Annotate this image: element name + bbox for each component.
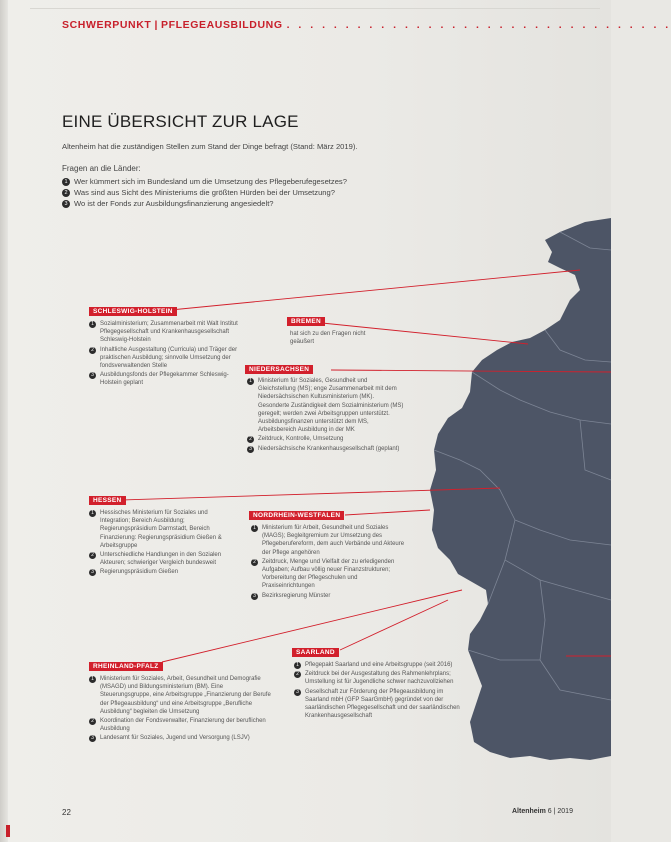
leader-line-nrw <box>345 510 430 515</box>
region-label-hessen: HESSEN <box>89 496 126 505</box>
answer-text: Inhaltliche Ausgestaltung (Curricula) und Träger der praktischen Ausbildung; sinnvolle Umsetzung der fondsverwaltenden Stelle <box>100 346 238 370</box>
region-item <box>89 675 274 716</box>
answer-number: 1 <box>294 662 301 669</box>
answer-text: Ministerium für Arbeit, Gesundheit und Soziales (MAGS); Begleitgremium zur Umsetzung des Pflegeberufereform, dem auch Verbände und Akteure der Pflege angehören <box>262 525 405 556</box>
page-title: EINE ÜBERSICHT ZUR LAGE <box>62 112 299 131</box>
answer-number: 1 <box>89 321 96 328</box>
section-name: SCHWERPUNKT <box>62 19 152 31</box>
leader-line-sh <box>150 270 580 312</box>
answer-text: Ministerium für Soziales, Arbeit, Gesundheit und Demografie (MSAGD) und Bildungsministerium (BM). Eine Steuerungsgruppe, eine Arbeitsgruppe „Finanzierung der Berufe der Pflegeausbildung“ und eine Arbeitsgruppe „Berufliche Ausbildung“ begleiten die Umsetzung <box>100 676 271 715</box>
region-block-saarland <box>294 661 464 721</box>
answer-number: 3 <box>247 446 254 453</box>
region-item <box>89 734 274 742</box>
region-block-nordrhein-westfalen <box>251 524 411 601</box>
region-label-bremen: BREMEN <box>287 317 325 326</box>
region-item <box>89 320 239 345</box>
answer-number: 2 <box>89 347 96 354</box>
answer-text: Pflegepakt Saarland und eine Arbeitsgruppe (seit 2016) <box>305 662 453 668</box>
region-item <box>89 346 239 371</box>
question-text: Wer kümmert sich im Bundesland um die Umsetzung des Pflegeberufegesetzes? <box>74 177 347 186</box>
answer-number: 2 <box>89 718 96 725</box>
section-topic: PFLEGEAUSBILDUNG <box>160 19 283 31</box>
answer-number: 3 <box>294 689 301 696</box>
region-item <box>247 377 405 434</box>
answer-text: Niedersächsische Krankenhausgesellschaft (geplant) <box>258 445 400 452</box>
answer-number: 1 <box>247 378 254 385</box>
region-block-schleswig-holstein <box>89 320 239 389</box>
magazine-issue: 6 | 2019 <box>547 808 573 815</box>
region-item <box>89 371 239 387</box>
region-block-rheinland-pfalz <box>89 675 274 744</box>
answer-text: Regierungspräsidium Gießen <box>100 569 179 576</box>
footer-magazine <box>512 808 573 815</box>
answer-number: 2 <box>247 436 254 443</box>
leader-line-sl <box>340 600 448 650</box>
region-item <box>89 568 239 576</box>
answer-text: Zeitdruck bei der Ausgestaltung des Rahmenlehrplans; Umstellung ist für Jugendliche schwer nachzuvollziehen <box>305 671 454 686</box>
answer-number: 2 <box>294 671 301 678</box>
answer-number: 1 <box>89 676 96 683</box>
answer-number: 3 <box>89 569 96 576</box>
answer-text: Unterschiedliche Handlungen in den Sozialen Akteuren; schwieriger Vergleich bundesweit <box>100 552 222 567</box>
answer-text: Landesamt für Soziales, Jugend und Versorgung (LSJV) <box>100 735 250 742</box>
region-item <box>89 509 239 550</box>
question-text: Wo ist der Fonds zur Ausbildungsfinanzierung angesiedelt? <box>74 199 274 208</box>
region-item <box>251 592 411 600</box>
region-item <box>294 661 464 669</box>
answer-number: 3 <box>89 372 96 379</box>
header-dots: . . . . . . . . . . . . . . . . . . . . . . . . . . . . . . . . . <box>286 19 671 31</box>
region-label-schleswig-holstein: SCHLESWIG-HOLSTEIN <box>89 307 177 316</box>
answer-number: 2 <box>89 552 96 559</box>
region-item <box>89 717 274 733</box>
answer-number: 1 <box>89 510 96 517</box>
question-number: 3 <box>62 200 70 208</box>
region-item <box>89 551 239 567</box>
region-label-niedersachsen: NIEDERSACHSEN <box>245 365 313 374</box>
answer-text: Hessisches Ministerium für Soziales und Integration; Bereich Ausbildung; Regierungspräsidium Darmstadt, Bereich Finanzierung: Regierungspräsidium Gießen & Arbeitsgruppe <box>100 510 222 549</box>
region-item <box>290 330 370 346</box>
answer-text: Ausbildungsfonds der Pflegekammer Schleswig-Holstein geplant <box>100 372 229 387</box>
header-separator: | <box>154 19 158 31</box>
answer-text: Bezirksregierung Münster <box>262 592 331 599</box>
region-label-nordrhein-westfalen: NORDRHEIN-WESTFALEN <box>249 511 344 520</box>
region-item <box>247 435 405 443</box>
question-number: 1 <box>62 178 70 186</box>
answer-text: Ministerium für Soziales, Gesundheit und Gleichstellung (MS); enge Zusammenarbeit mit dem Niedersächsischen Kultusministerium (MK). Gesonderte Zuständigkeit dem Sozialministerium (MS) geregelt; werden zwei Arbeitsgruppen unterstützt. Ausbildungsfinanzen unterstützt dem MS, Arbeitsbereich Ausbildung in der MK <box>258 378 404 434</box>
answer-number: 3 <box>89 735 96 742</box>
region-item <box>251 524 411 557</box>
edge-mark <box>6 825 10 837</box>
questions-heading: Fragen an die Länder: <box>62 164 141 173</box>
question-text: Was sind aus Sicht des Ministeriums die größten Hürden bei der Umsetzung? <box>74 188 335 197</box>
question-number: 2 <box>62 189 70 197</box>
answer-text: Zeitdruck, Menge und Vielfalt der zu erledigenden Aufgaben; Aufbau völlig neuer Finanzstrukturen; Vorbereitung der Pflegeschulen und Praxiseinrichtungen <box>262 558 395 590</box>
answer-text: hat sich zu den Fragen nicht geäußert <box>290 331 366 346</box>
answer-text: Koordination der Fondsverwalter, Finanzierung der beruflichen Ausbildung <box>100 718 266 733</box>
region-block-hessen <box>89 509 239 578</box>
region-item <box>294 670 464 686</box>
answer-text: Sozialministerium; Zusammenarbeit mit Walt Institut Pflegegesellschaft und Krankenhausgesellschaft Schleswig-Holstein <box>100 321 238 344</box>
intro-text: Altenheim hat die zuständigen Stellen zum Stand der Dinge befragt (Stand: März 2019). <box>62 142 358 151</box>
page-number: 22 <box>62 808 71 817</box>
region-block-bremen <box>290 330 370 347</box>
answer-number: 2 <box>251 559 258 566</box>
answer-text: Gesellschaft zur Förderung der Pflegeausbildung im Saarland mbH (GFP SaarGmbH) gegründet von der saarländischen Pflegegesellschaft und der saarländischen Krankenhausgesellschaft <box>305 688 460 720</box>
answer-number: 1 <box>251 525 258 532</box>
region-block-niedersachsen <box>247 377 405 454</box>
answer-number: 3 <box>251 593 258 600</box>
region-item <box>294 688 464 721</box>
region-item <box>247 445 405 453</box>
magazine-name: Altenheim <box>512 808 546 815</box>
region-label-rheinland-pfalz: RHEINLAND-PFALZ <box>89 662 163 671</box>
region-item <box>251 558 411 591</box>
region-label-saarland: SAARLAND <box>292 648 339 657</box>
answer-text: Zeitdruck, Kontrolle, Umsetzung <box>258 436 344 443</box>
